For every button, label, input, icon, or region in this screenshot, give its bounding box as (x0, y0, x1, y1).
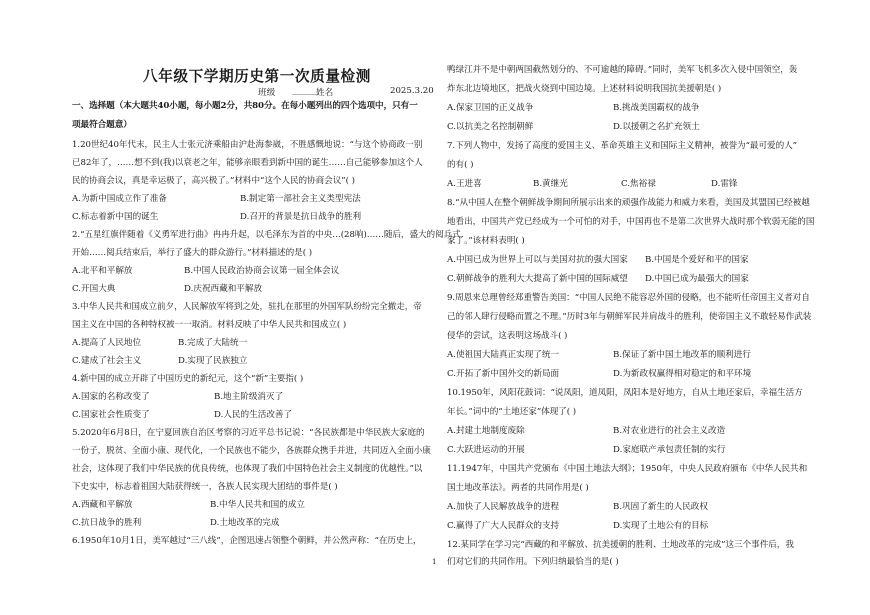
question-4-line: 4.新中国的成立开辟了中国历史的新纪元，这个“新”主要指( ) (72, 374, 304, 384)
q6-option-a: A.保家卫国的正义战争 (447, 103, 534, 113)
question-9-line: 己的邻人肆行侵略而置之不理。”历时3年与朝鲜军民并肩战斗的胜利，使帝国主义不敢轻易作武装 (447, 312, 812, 322)
q8-option-b: B.中国是个爱好和平的国家 (645, 255, 749, 265)
question-12-line: 们对它们的共同作用。下列归纳最恰当的是( ) (447, 557, 619, 567)
q1-option-a: A.为新中国成立作了准备 (72, 194, 167, 204)
q7-option-d: D.雷锋 (711, 179, 738, 189)
q8-option-a: A.中国已成为世界上可以与美国对抗的强大国家 (447, 255, 628, 265)
q3-option-c: C.建成了社会主义 (72, 356, 142, 366)
q5-option-a: A.西藏和平解放 (72, 500, 133, 510)
q4-option-b: B.地主阶级消灭了 (214, 392, 284, 402)
question-6-cont-line: 炸东北边境地区，把战火烧到中国边境。上述材料说明我国抗美援朝是( ) (447, 84, 722, 94)
q1-option-d: D.召开的背景是抗日战争的胜利 (240, 212, 362, 222)
question-8-line: 家了。”该材料表明( ) (447, 236, 525, 246)
q5-option-c: C.抗日战争的胜利 (72, 518, 142, 528)
q8-option-d: D.中国已成为最强大的国家 (645, 274, 749, 284)
question-5-line: 一份子，脱贫、全面小康、现代化，一个民族也不能少，各族群众携手并进，共同迈入全面小康 (72, 446, 431, 456)
q6-option-c: C.以抗美之名控制朝鲜 (447, 122, 534, 132)
exam-date: 2025.3.20 (390, 86, 434, 96)
q4-option-c: C.国家社会性质变了 (72, 410, 150, 420)
q9-option-b: B.保证了新中国土地改革的顺利进行 (613, 350, 751, 360)
question-8-line: 地看出，中国共产党已经成为一个可怕的对手，中国再也不是第二次世界大战时那个软弱无能的国 (447, 217, 815, 227)
q2-option-b: B.中国人民政治协商会议第一届全体会议 (184, 266, 340, 276)
q11-option-d: D.实现了土地公有的目标 (613, 521, 709, 531)
question-12-line: 12.某同学在学习完“西藏的和平解放、抗美援朝的胜利、土地改革的完成”这三个事件后，我 (447, 540, 794, 550)
question-3-line: 3.中华人民共和国成立前夕，人民解放军将到之处，驻扎在那里的外国军队纷纷完全撤走，帝 (72, 302, 422, 312)
exam-title: 八年级下学期历史第一次质量检测 (143, 68, 371, 85)
question-8-line: 8.“从中国人在整个朝鲜战争期间所展示出来的顽强作战能力和威力来看，美国及其盟国已经被越 (447, 198, 810, 208)
q6-option-d: D.以援朝之名扩充领土 (613, 122, 700, 132)
q3-option-b: B.完成了大陆统一 (178, 338, 248, 348)
page-number: 1 (432, 558, 437, 566)
question-5-line: 下史实中，标志着祖国大陆获得统一，各族人民实现大团结的事件是( ) (72, 482, 338, 492)
q10-option-a: A.封建土地制度废除 (447, 426, 525, 436)
q7-option-a: A.王进喜 (447, 179, 482, 189)
question-1-line: 1.20世纪40年代末，民主人士张元济乘船由沪赴海参崴，不胜感慨地说：“与这个协商政一别 (72, 140, 423, 150)
q6-option-b: B.挑战美国霸权的战争 (613, 103, 700, 113)
q10-option-b: B.对农业进行的社会主义改造 (613, 426, 726, 436)
question-1-line: 已82年了，……想不到(我)以衰老之年，能够亲眼看到新中国的诞生……自己能够参加这个人 (72, 158, 423, 168)
q8-option-c: C.朝鲜战争的胜利大大提高了新中国的国际威望 (447, 274, 628, 284)
q2-option-a: A.北平和平解放 (72, 266, 133, 276)
q9-option-d: D.为新政权赢得相对稳定的和平环境 (613, 369, 752, 379)
question-5-line: 社会，这体现了我们中华民族的优良传统，也体现了我们中国特色社会主义制度的优越性。”以 (72, 464, 423, 474)
question-11-line: 国土地改革法》。两者的共同作用是( ) (447, 483, 589, 493)
q1-option-c: C.标志着新中国的诞生 (72, 212, 159, 222)
q11-option-b: B.巩固了新生的人民政权 (613, 502, 708, 512)
q11-option-a: A.加快了人民解放战争的进程 (447, 502, 560, 512)
q9-option-c: C.开拓了新中国外交的新局面 (447, 369, 560, 379)
q5-option-d: D.土地改革的完成 (210, 518, 280, 528)
question-2-line: 2.“五星红旗伴随着《义勇军进行曲》冉冉升起，以毛泽东为首的中央…(28响)……随后，盛大的阅兵式 (72, 230, 461, 240)
question-7-line: 7.下列人物中，发扬了高度的爱国主义、革命英雄主义和国际主义精神，被誉为“最可爱的人” (447, 141, 797, 151)
q3-option-d: D.实现了民族独立 (178, 356, 248, 366)
q10-option-c: C.大跃进运动的开展 (447, 445, 525, 455)
section-heading-cont: 项最符合题意） (72, 120, 132, 130)
question-6-cont-line: 鸭绿江并不是中朝两国截然划分的、不可逾越的障碍。”同时，美军飞机多次入侵中国领空，轰 (447, 65, 798, 75)
question-11-line: 11.1947年，中国共产党颁布《中国土地法大纲》；1950年，中央人民政府颁布《中华人民共和 (447, 464, 808, 474)
q5-option-b: B.中华人民共和国的成立 (210, 500, 305, 510)
q2-option-d: D.庆祝西藏和平解放 (184, 284, 263, 294)
q10-option-d: D.家庭联产承包责任制的实行 (613, 445, 726, 455)
q3-option-a: A.提高了人民地位 (72, 338, 142, 348)
question-9-line: 9.周恩来总理曾经郑重警告美国：“中国人民绝不能容忍外国的侵略，也不能听任帝国主义者对自 (447, 293, 810, 303)
question-1-line: 民的协商会议，真是幸运极了，高兴极了。”材料中“这个人民的协商会议”( ) (72, 176, 355, 186)
section-heading: 一、选择题（本大题共40小题，每小题2分，共80分。在每小题列出的四个选项中，只有一 (72, 101, 418, 111)
question-7-line: 的有( ) (447, 160, 474, 170)
q4-option-a: A.国家的名称改变了 (72, 392, 150, 402)
q9-option-a: A.使祖国大陆真正实现了统一 (447, 350, 560, 360)
question-2-line: 开始……阅兵结束后，举行了盛大的群众游行。”材料描述的是( ) (72, 248, 313, 258)
q1-option-b: B.制定第一部社会主义类型宪法 (240, 194, 361, 204)
q11-option-c: C.赢得了广大人民群众的支持 (447, 521, 560, 531)
class-label: 班级 (258, 88, 276, 98)
question-10-line: 10.1950年，风阳花鼓词：“说凤阳，道凤阳，凤阳本是好地方，自从土地还家后，幸福生活方 (447, 388, 803, 398)
q4-option-d: D.人民的生活改善了 (214, 410, 293, 420)
question-3-line: 国主义在中国的各种特权被一一取消。材料反映了中华人民共和国成立( ) (72, 320, 347, 330)
q2-option-c: C.开国大典 (72, 284, 116, 294)
question-10-line: 年长。”词中的“土地还家”体现了( ) (447, 407, 577, 417)
question-9-line: 侵华的尝试，这表明这场战斗( ) (447, 331, 568, 341)
q7-option-b: B.黄继光 (533, 179, 568, 189)
name-label: 姓名 (316, 88, 334, 98)
q7-option-c: C.焦裕禄 (621, 179, 656, 189)
question-5-line: 5.2020年6月8日，在宁夏回族自治区考察的习近平总书记说：“各民族都是中华民族大家庭的 (72, 428, 425, 438)
question-6-line: 6.1950年10月1日，美军越过“三八线”，企图迅速占领整个朝鲜，并公然声称：“在历史上， (72, 536, 422, 546)
class-underline: ______ (292, 86, 318, 96)
